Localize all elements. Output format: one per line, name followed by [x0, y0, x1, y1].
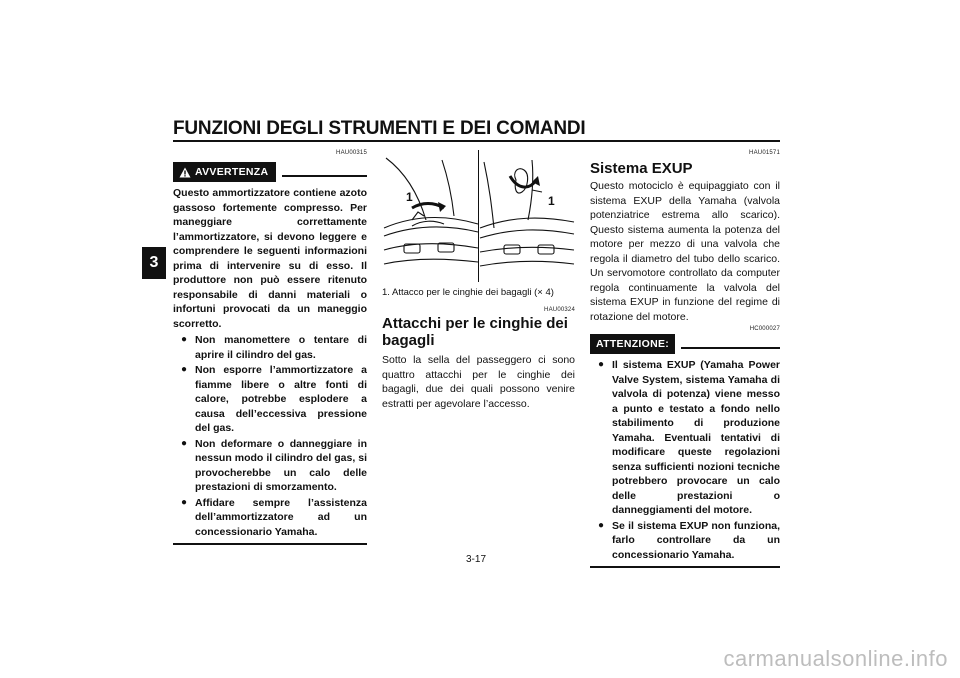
figure-label-right: 1 [548, 194, 555, 208]
warning-intro: Questo ammortizzatore contiene azoto gassoso fortemente compresso. Per maneggiare correttamente l’ammortizzatore, si devono leggere e comprendere le seguenti informazioni prima di intervenire su di esso. Il produttore non può essere ritenuto responsabile di danni materiali o infortuni provocati da un maneggio scorretto. [173, 187, 367, 330]
warning-rule [282, 175, 367, 177]
list-item: ● Se il sistema EXUP non funziona, farlo controllare da un concessionario Yamaha. [612, 519, 780, 563]
list-item: ● Affidare sempre l’assistenza dell’ammortizzatore ad un concessionario Yamaha. [195, 496, 367, 540]
exup-column [590, 150, 780, 568]
watermark: carmanualsonline.info [723, 646, 948, 671]
caution-list [590, 358, 780, 562]
section-code: HAU00324 [544, 307, 575, 313]
caution-badge: ATTENZIONE: [590, 334, 675, 354]
section-code: HAU01571 [749, 150, 780, 156]
section-body: Sotto la sella del passeggero ci sono quattro attacchi per le cinghie dei bagagli, due dei quali possono venire estratti per agevolare l’accesso. [382, 354, 575, 410]
section-body: Questo motociclo è equipaggiato con il sistema EXUP della Yamaha (valvola potenziatrice estrema allo scarico). Questo sistema aumenta la potenza del motore per mezzo di una valvola che regola il diametro del tubo dello scarico. Un servomotore controllato da computer regola continuamente la valvola del sistema EXUP in funzione del regime di rotazione del motore. [590, 180, 780, 323]
warning-icon [179, 167, 191, 178]
list-item: ● Non esporre l’ammortizzatore a fiamme libere o altre fonti di calore, potrebbe esplodere a causa dell’eccessiva pressione del gas. [195, 363, 367, 436]
luggage-strap-figure [382, 150, 575, 282]
warning-badge [173, 162, 276, 182]
warning-column [173, 150, 367, 545]
page-title: FUNZIONI DEGLI STRUMENTI E DEI COMANDI [173, 118, 586, 139]
figure-caption: 1. Attacco per le cinghie dei bagagli (× 4) [382, 287, 554, 298]
page-number: 3-17 [466, 554, 487, 565]
section-code: HAU00315 [336, 150, 367, 156]
warning-end-rule [173, 543, 367, 545]
warning-header [173, 162, 367, 182]
section-heading: Sistema EXUP [590, 160, 693, 177]
list-item: ● Non deformare o danneggiare in nessun modo il cilindro del gas, si provocherebbe un calo delle prestazioni di smorzamento. [195, 437, 367, 495]
caution-rule [681, 347, 780, 349]
header-rule [173, 140, 780, 142]
caution-code: HC000027 [749, 326, 780, 332]
section-heading: Attacchi per le cinghie dei bagagli [382, 315, 568, 349]
luggage-column [382, 150, 575, 411]
warning-list [173, 333, 367, 539]
caution-header [590, 334, 780, 354]
list-item: ● Non manomettere o tentare di aprire il cilindro del gas. [195, 333, 367, 362]
chapter-tab: 3 [142, 247, 166, 279]
figure-divider [478, 150, 479, 282]
figure-label-left: 1 [406, 190, 413, 204]
caution-end-rule [590, 566, 780, 568]
warning-badge-label: AVVERTENZA [195, 166, 269, 178]
list-item: ● Il sistema EXUP (Yamaha Power Valve System, sistema Yamaha di valvola di potenza) viene messo a punto e testato a fondo nello stabilimento di produzione Yamaha. Eventuali tentativi di modificare queste regolazioni senza sufficienti nozioni tecniche potrebbero provocare un calo delle prestazioni o danneggiamenti del motore. [612, 358, 780, 518]
